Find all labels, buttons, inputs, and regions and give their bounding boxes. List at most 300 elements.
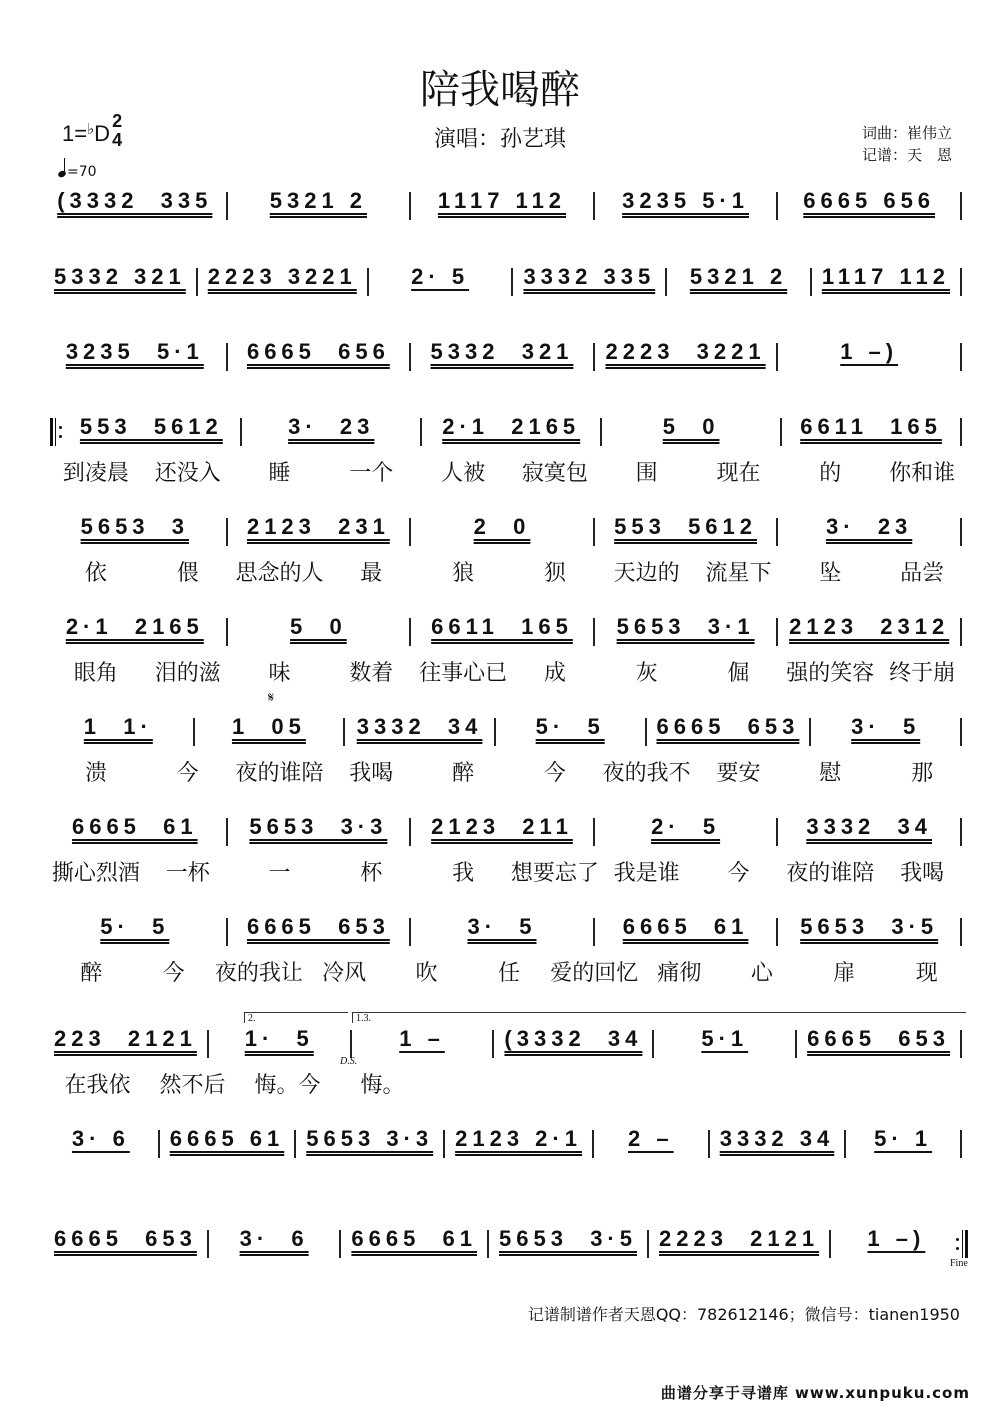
barline: [810, 268, 812, 296]
measure: [784, 186, 954, 216]
lyric-word: 睡: [268, 461, 291, 486]
measure-notes: 6665 653: [656, 714, 800, 739]
barline: [487, 1230, 489, 1258]
measure-notes: 6665 61: [351, 1226, 478, 1251]
measure-notes: 5653 3·5: [499, 1226, 637, 1251]
lyric-word: 成: [543, 661, 566, 686]
measure: [784, 912, 954, 942]
measure: [201, 712, 338, 742]
barline: [960, 1030, 962, 1058]
lyric-word: 悔。: [360, 1073, 405, 1098]
barline: [960, 618, 962, 646]
lyric-line: [50, 1068, 430, 1099]
measure-notes: 223 2121: [54, 1026, 197, 1051]
barline: [593, 618, 595, 646]
key-note: D: [94, 120, 111, 146]
lyric-word: 现: [915, 961, 938, 986]
lyric-word: 一: [268, 861, 291, 886]
barline: [776, 618, 778, 646]
measure-notes: 553 5612: [79, 414, 223, 439]
measure: [417, 812, 587, 842]
lyric-word: 寂寞包: [521, 461, 588, 486]
lyric-word: 天边的: [613, 561, 680, 586]
measure-notes: 1 –: [399, 1026, 445, 1051]
lyric-word: 那: [911, 761, 934, 786]
measure-notes: 3235 5·1: [622, 188, 749, 213]
lyric-word: 在我依: [64, 1073, 131, 1098]
measure-notes: 2·1 2165: [65, 614, 204, 639]
measure: [451, 1124, 586, 1154]
barline: [960, 918, 962, 946]
measure: [837, 1224, 956, 1254]
lyric-line: [50, 856, 968, 887]
barline: [960, 718, 962, 746]
lyric-word: 倔: [727, 661, 750, 686]
score-row: [50, 412, 968, 452]
measure-notes: 6611 165: [431, 614, 573, 639]
lyric-word: 流星下: [705, 561, 772, 586]
barline: [960, 343, 962, 371]
tempo-mark: [58, 162, 97, 180]
barline: [226, 818, 228, 846]
barline: [240, 418, 242, 446]
lyric-word: 往事心已: [419, 661, 508, 686]
measure: [784, 337, 954, 367]
measure-notes: 3332 34: [806, 814, 932, 839]
barline: [158, 1130, 160, 1158]
lyric-word: 我喝: [900, 861, 945, 886]
barline: [645, 718, 647, 746]
lyric-word: 爱的回忆: [550, 961, 639, 986]
barline: [652, 1030, 654, 1058]
lyric-word: 依: [84, 561, 107, 586]
measure-notes: 5·1: [701, 1026, 749, 1051]
measure: [601, 512, 771, 542]
measure: [653, 712, 804, 742]
lyric-word: 思念的人: [235, 561, 324, 586]
measure: [788, 412, 954, 442]
lyric-word: 夜的我让: [214, 961, 303, 986]
measure-notes: 2223 2121: [659, 1226, 820, 1251]
barline: [409, 192, 411, 220]
measure-notes: 5653 3·5: [800, 914, 939, 939]
measure: [655, 1224, 823, 1254]
measure: [234, 337, 404, 367]
measure: [234, 812, 404, 842]
lyric-word: 吹: [415, 961, 438, 986]
lyric-word: 一个: [349, 461, 394, 486]
credit-transcriber: 记谱：天 恩: [862, 146, 953, 164]
measure: [234, 612, 404, 642]
lyric-word: 撕心烈酒: [51, 861, 140, 886]
score-row: [50, 1024, 968, 1064]
score-row: [50, 612, 968, 652]
measure: [601, 812, 771, 842]
credits: [862, 122, 952, 166]
meter-bottom: 4: [112, 130, 123, 150]
score-row: [50, 712, 968, 752]
measure-notes: 2223 3221: [605, 339, 766, 364]
barline: [367, 268, 369, 296]
barline: [226, 192, 228, 220]
measure-notes: 5321 2: [689, 264, 788, 289]
lyric-word: 我喝: [349, 761, 394, 786]
measure: [347, 1224, 481, 1254]
lyric-word: 灰: [635, 661, 658, 686]
score-row: [50, 186, 968, 226]
measure: [234, 912, 404, 942]
measure: [50, 712, 187, 742]
barline: [593, 518, 595, 546]
measure-notes: 2223 3221: [207, 264, 357, 289]
measure-notes: 1 05: [231, 714, 306, 739]
lyric-word: 你和谁: [889, 461, 956, 486]
measure-notes: 6665 653: [54, 1226, 197, 1251]
score-row: [50, 1224, 968, 1264]
measure-notes: 3· 23: [826, 514, 913, 539]
lyric-word: 夜的谁陪: [235, 761, 324, 786]
barline: [207, 1230, 209, 1258]
measure: [803, 1024, 954, 1054]
barline: [409, 618, 411, 646]
barline: [600, 418, 602, 446]
measure: [417, 912, 587, 942]
measure: [818, 262, 954, 292]
lyric-word: 想要忘了: [510, 861, 599, 886]
lyric-word: 悔。今: [254, 1073, 321, 1098]
lyric-line: [50, 956, 968, 987]
measure-notes: 1117 112: [437, 188, 567, 213]
measure: [852, 1124, 954, 1154]
lyric-line: [50, 456, 968, 487]
lyric-line: [50, 556, 968, 587]
measure: [50, 186, 220, 216]
lyric-word: 数着: [349, 661, 394, 686]
measure: [50, 812, 220, 842]
barline: [226, 343, 228, 371]
barline: [592, 1130, 594, 1158]
lyric-word: 扉: [833, 961, 856, 986]
measure-notes: (3332 335: [57, 188, 213, 213]
measure: [784, 512, 954, 542]
lyric-word: 强的笑容: [786, 661, 875, 686]
lyric-word: 心: [750, 961, 773, 986]
measure-notes: 5 0: [662, 414, 720, 439]
barline: [443, 1130, 445, 1158]
measure-notes: 5653 3: [80, 514, 189, 539]
barline: [960, 192, 962, 220]
measure-notes: 5 0: [290, 614, 347, 639]
measure-notes: 3· 5: [467, 914, 537, 939]
measure-notes: 3332 34: [356, 714, 483, 739]
measure: [817, 712, 954, 742]
meter-top: 2: [112, 111, 123, 131]
measure-notes: 5· 1: [874, 1126, 933, 1151]
barline: [511, 268, 513, 296]
score-row: [50, 1124, 968, 1164]
measure-notes: 5332 321: [430, 339, 574, 364]
measure-notes: 2 0: [473, 514, 531, 539]
barline: [593, 343, 595, 371]
measure-notes: 5653 3·1: [616, 614, 755, 639]
measure-notes: 3332 335: [523, 264, 656, 289]
measure-notes: 6665 653: [807, 1026, 951, 1051]
measure-notes: 6665 653: [246, 914, 390, 939]
lyric-line: [50, 656, 968, 687]
measure-notes: 5· 5: [100, 914, 170, 939]
lyric-word: 溃: [84, 761, 107, 786]
lyric-word: 味: [268, 661, 291, 686]
measure-notes: 5332 321: [54, 264, 186, 289]
measure: [50, 1224, 201, 1254]
barline: [409, 918, 411, 946]
measure: [519, 262, 659, 292]
barline: [294, 1130, 296, 1158]
measure-notes: 3· 5: [851, 714, 921, 739]
measure-notes: (3332 34: [504, 1026, 643, 1051]
source-footer: 曲谱分享于寻谱库 www.xunpuku.com: [660, 1384, 970, 1402]
measure: [248, 412, 414, 442]
score-row: [50, 337, 968, 377]
measure: [50, 337, 220, 367]
lyric-word: 到凌晨: [62, 461, 129, 486]
measure-notes: 3· 6: [71, 1126, 130, 1151]
barline: [593, 818, 595, 846]
measure: [600, 1124, 702, 1154]
measure: [50, 512, 220, 542]
measure-notes: 2· 5: [411, 264, 470, 289]
barline: [196, 268, 198, 296]
measure-notes: 6611 165: [800, 414, 942, 439]
lyric-word: 狈: [543, 561, 566, 586]
lyric-word: 醉: [452, 761, 475, 786]
barline: [409, 343, 411, 371]
flat-sign: ♭: [87, 120, 95, 138]
lyric-word: 要安: [716, 761, 761, 786]
fine-mark: Fine: [950, 1258, 968, 1269]
key-prefix: 1=: [62, 120, 88, 146]
measure-notes: 2123 231: [246, 514, 390, 539]
lyric-word: 今: [543, 761, 566, 786]
barline: [829, 1230, 831, 1258]
barline: [350, 1030, 352, 1058]
lyric-word: 现在: [716, 461, 761, 486]
measure: [234, 512, 404, 542]
volta-bracket-1-3: 1.3.: [352, 1012, 966, 1023]
measure-notes: 3· 23: [288, 414, 375, 439]
lyric-word: 冷风: [322, 961, 367, 986]
measure-notes: 2·1 2165: [442, 414, 581, 439]
measure-notes: 2123 2·1: [455, 1126, 582, 1151]
measure: [601, 186, 771, 216]
barline: [776, 818, 778, 846]
lyric-word: 任: [497, 961, 520, 986]
measure-notes: 5653 3·3: [306, 1126, 434, 1151]
measure: [166, 1124, 289, 1154]
barline: [226, 618, 228, 646]
barline: [494, 718, 496, 746]
measure-notes: 1 –): [840, 339, 899, 364]
measure: [351, 712, 488, 742]
lyric-word: 慰: [819, 761, 842, 786]
song-title: 陪我喝醉: [420, 67, 580, 113]
barline: [665, 268, 667, 296]
measure: [417, 612, 587, 642]
measure-notes: 3· 6: [239, 1226, 309, 1251]
measure-notes: 553 5612: [614, 514, 758, 539]
barline: [960, 268, 962, 296]
measure-notes: 6665 61: [169, 1126, 285, 1151]
measure: [417, 337, 587, 367]
measure: [428, 412, 594, 442]
barline: [795, 1030, 797, 1058]
barline: [593, 918, 595, 946]
lyric-word: 杯: [360, 861, 383, 886]
measure: [375, 262, 506, 292]
measure: [50, 1124, 152, 1154]
measure: [500, 1024, 646, 1054]
score-row: [50, 262, 968, 302]
measure: [601, 337, 771, 367]
barline: [339, 1230, 341, 1258]
measure: [302, 1124, 437, 1154]
score-row: [50, 512, 968, 552]
measure-notes: 1 1·: [83, 714, 153, 739]
lyric-word: 今: [162, 961, 185, 986]
barline: [647, 1230, 649, 1258]
lyric-line: [50, 756, 968, 787]
lyric-word: 我是谁: [613, 861, 680, 886]
barline: [960, 818, 962, 846]
lyric-word: 坠: [819, 561, 842, 586]
lyric-word: 我: [452, 861, 475, 886]
barline: [193, 718, 195, 746]
barline: [960, 1130, 962, 1158]
barline: [207, 1030, 209, 1058]
lyric-word: 偎: [176, 561, 199, 586]
measure: [50, 912, 220, 942]
measure-notes: 2123 211: [431, 814, 573, 839]
barline: [776, 192, 778, 220]
measure-notes: 2 –: [628, 1126, 674, 1151]
barline: [960, 418, 962, 446]
ds-mark: D.S.: [340, 1056, 358, 1067]
lyric-word: 夜的谁陪: [786, 861, 875, 886]
barline: [776, 518, 778, 546]
measure-notes: 6665 656: [803, 188, 936, 213]
barline: [420, 418, 422, 446]
repeat-end-sign: [956, 1230, 968, 1258]
lyric-word: 痛彻: [657, 961, 702, 986]
tempo-value: =70: [67, 164, 97, 180]
measure-notes: 5653 3·3: [249, 814, 388, 839]
repeat-start-sign: [50, 418, 62, 446]
measure-notes: 2123 2312: [789, 614, 950, 639]
barline: [593, 192, 595, 220]
lyric-word: 品尝: [900, 561, 945, 586]
measure-notes: 5321 2: [269, 188, 368, 213]
barline: [809, 718, 811, 746]
measure: [601, 912, 771, 942]
measure: [716, 1124, 839, 1154]
barline: [844, 1130, 846, 1158]
lyric-word: 醉: [80, 961, 103, 986]
barline: [780, 418, 782, 446]
lyric-word: 夜的我不: [602, 761, 691, 786]
measure: [417, 512, 587, 542]
measure-notes: 2· 5: [651, 814, 721, 839]
lyric-word: 眼角: [73, 661, 118, 686]
barline: [776, 343, 778, 371]
lyric-word: 今: [727, 861, 750, 886]
quarter-note-icon: [57, 170, 67, 179]
measure: [502, 712, 639, 742]
measure: [608, 412, 774, 442]
measure: [495, 1224, 641, 1254]
barline: [409, 818, 411, 846]
measure: [50, 262, 190, 292]
measure: [204, 262, 361, 292]
measure: [50, 612, 220, 642]
measure-notes: 3235 5·1: [65, 339, 204, 364]
lyric-word: 围: [635, 461, 658, 486]
measure-notes: 6665 61: [71, 814, 198, 839]
segno-sign: 𝄋: [268, 690, 275, 706]
measure: [50, 1024, 201, 1054]
measure-notes: 6665 656: [246, 339, 390, 364]
measure: [358, 1024, 487, 1054]
barline: [960, 518, 962, 546]
measure-notes: 1117 112: [821, 264, 950, 289]
transcriber-footer: 记谱制谱作者天恩QQ：782612146；微信号：tianen1950: [527, 1305, 960, 1324]
barline: [492, 1030, 494, 1058]
barline: [708, 1130, 710, 1158]
measure: [784, 812, 954, 842]
lyric-word: 最: [360, 561, 383, 586]
lyric-word: 泪的滋: [154, 661, 221, 686]
score-row: [50, 812, 968, 852]
measure: [784, 612, 954, 642]
measure-notes: 1· 5: [244, 1026, 314, 1051]
measure: [660, 1024, 789, 1054]
barline: [226, 518, 228, 546]
barline: [776, 918, 778, 946]
measure-notes: 3332 34: [719, 1126, 835, 1151]
lyric-word: 狼: [452, 561, 475, 586]
credit-composer: 词曲：崔伟立: [862, 124, 953, 142]
singer-line: 演唱：孙艺琪: [433, 127, 566, 152]
measure-notes: 1 –): [867, 1226, 926, 1251]
volta-bracket-2: 2.: [244, 1012, 348, 1023]
barline: [409, 518, 411, 546]
barline: [343, 718, 345, 746]
measure-notes: 6665 61: [622, 914, 749, 939]
measure: [673, 262, 804, 292]
lyric-word: 还没入: [154, 461, 221, 486]
measure: [215, 1224, 334, 1254]
measure: [68, 412, 234, 442]
measure: [234, 186, 404, 216]
measure: [215, 1024, 344, 1054]
lyric-word: 一杯: [165, 861, 210, 886]
lyric-word: 人被: [441, 461, 486, 486]
measure: [417, 186, 587, 216]
lyric-word: 的: [819, 461, 842, 486]
measure: [601, 612, 771, 642]
barline: [226, 918, 228, 946]
lyric-word: 终于崩: [889, 661, 956, 686]
measure-notes: 5· 5: [535, 714, 605, 739]
